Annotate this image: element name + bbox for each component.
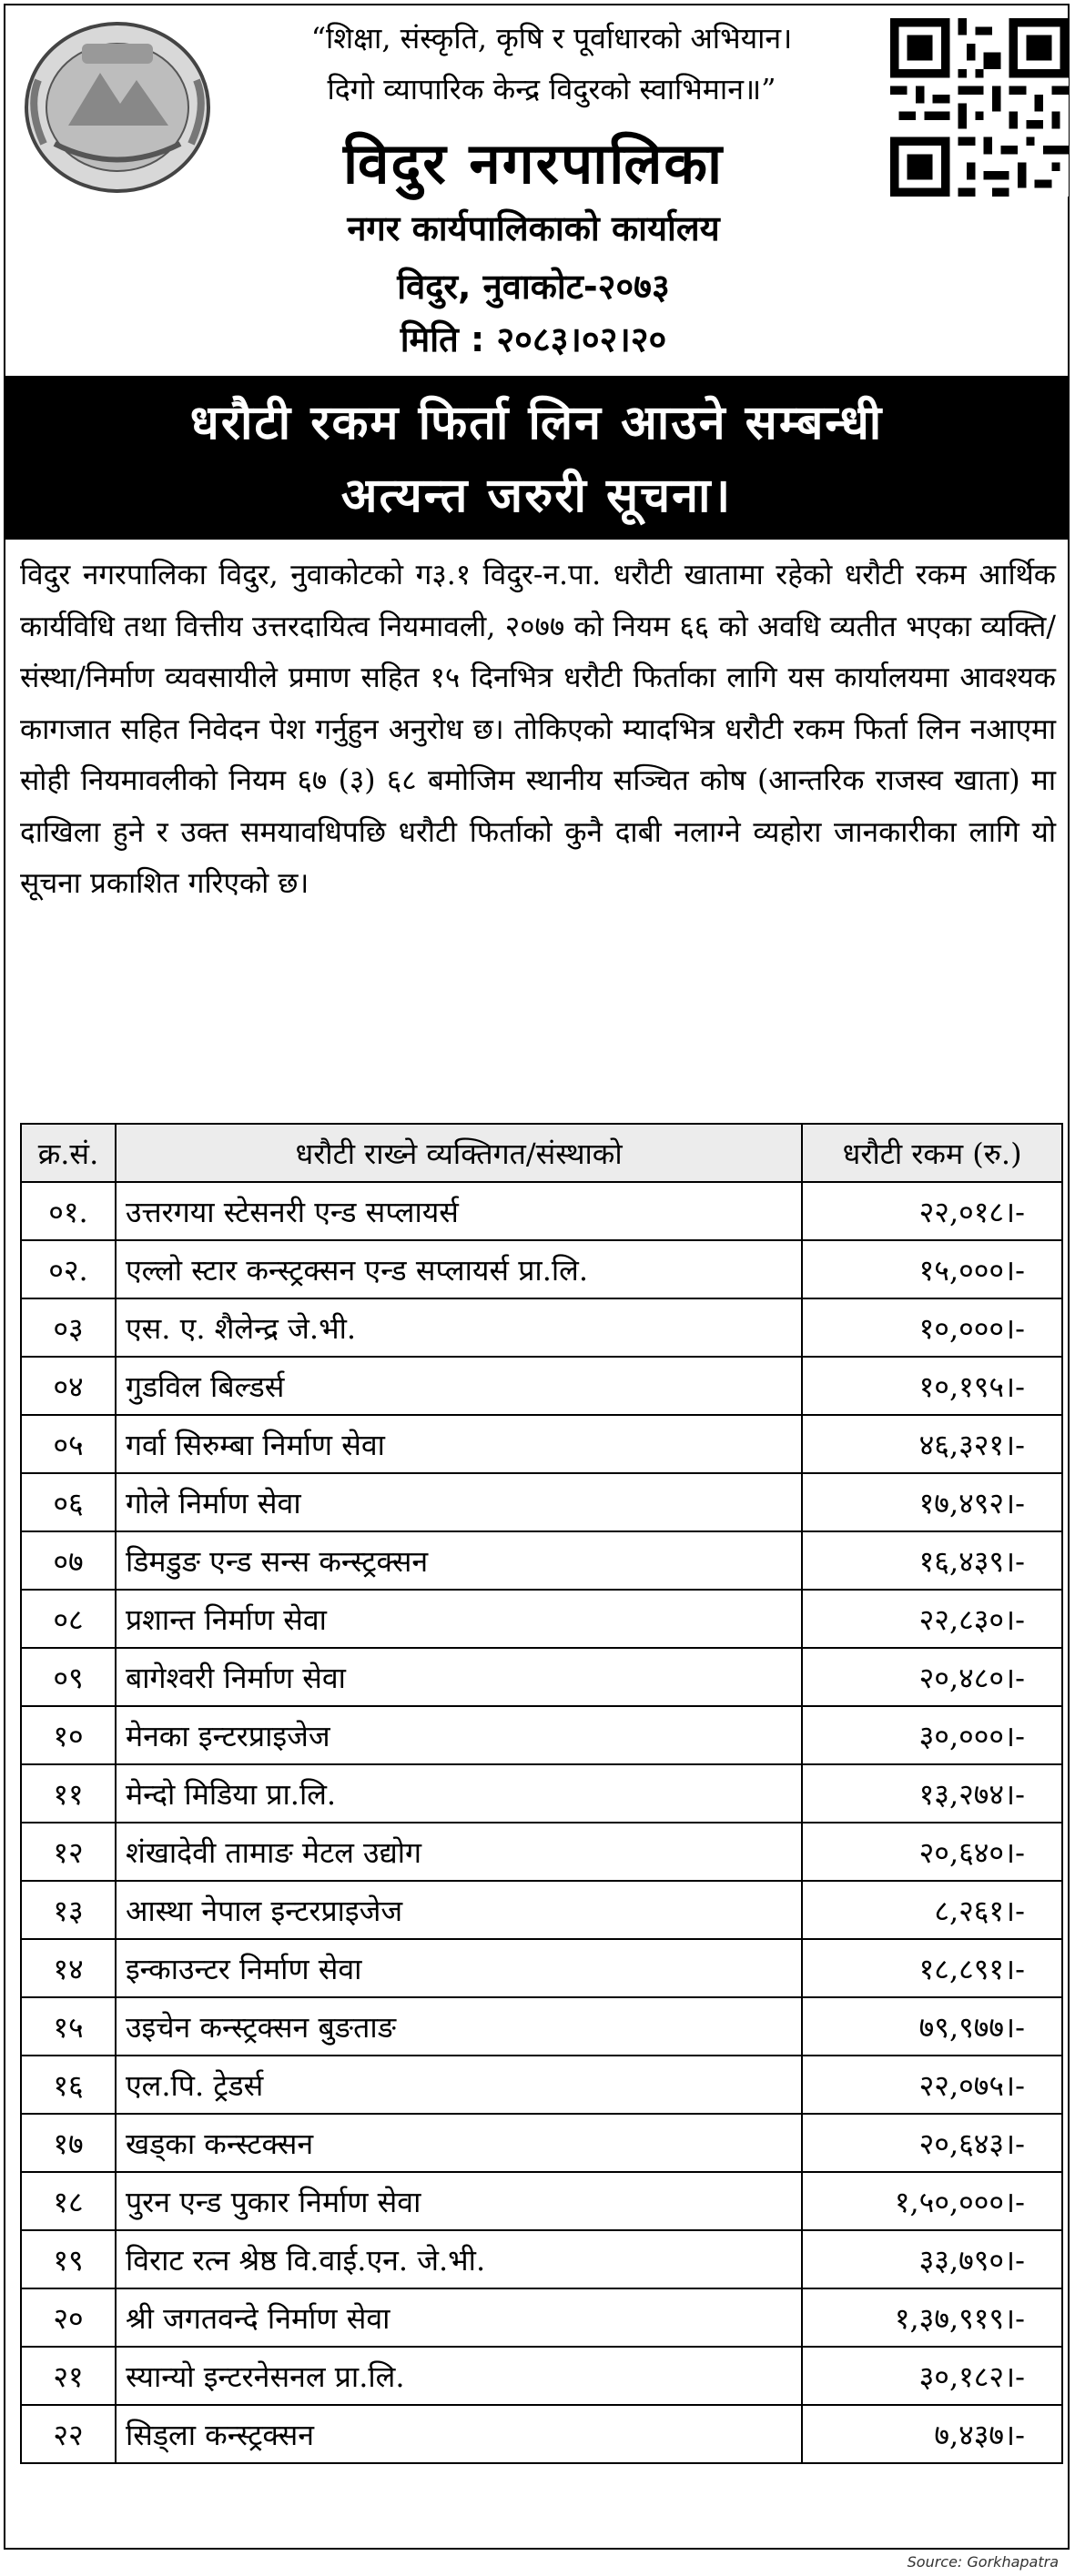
table-row (21, 1823, 1062, 1881)
row-depositor-name: आस्था नेपाल इन्टरप्राइजेज (116, 1881, 802, 1939)
row-deposit-amount: ३३,७९०।- (802, 2230, 1062, 2288)
row-deposit-amount: १०,०००।- (802, 1298, 1062, 1357)
table-row (21, 1590, 1062, 1648)
table-row (21, 2405, 1062, 2463)
table-row (21, 1357, 1062, 1415)
row-serial: १३ (21, 1881, 116, 1939)
table-row (21, 1531, 1062, 1590)
row-deposit-amount: ७,४३७।- (802, 2405, 1062, 2463)
table-row (21, 1473, 1062, 1531)
row-deposit-amount: १८,८९१।- (802, 1939, 1062, 1997)
row-depositor-name: खड्का कन्स्टक्सन (116, 2114, 802, 2172)
row-deposit-amount: ३०,१८२।- (802, 2347, 1062, 2405)
row-serial: ०३ (21, 1298, 116, 1357)
row-deposit-amount: १,५०,०००।- (802, 2172, 1062, 2230)
row-deposit-amount: ४६,३२१।- (802, 1415, 1062, 1473)
row-serial: १७ (21, 2114, 116, 2172)
row-depositor-name: गोले निर्माण सेवा (116, 1473, 802, 1531)
header-amount: धरौटी रकम (रु.) (802, 1124, 1062, 1182)
table-row (21, 1298, 1062, 1357)
row-deposit-amount: १७,४९२।- (802, 1473, 1062, 1531)
row-deposit-amount: २०,४८०।- (802, 1648, 1062, 1706)
table-row (21, 1764, 1062, 1823)
row-depositor-name: इन्काउन्टर निर्माण सेवा (116, 1939, 802, 1997)
table-row (21, 2230, 1062, 2288)
row-serial: २० (21, 2288, 116, 2347)
office-name: नगर कार्यपालिकाको कार्यालय (347, 208, 720, 248)
slogan-line-2: दिगो व्यापारिक केन्द्र विदुरको स्वाभिमान॥” (327, 72, 776, 106)
row-serial: ०७ (21, 1531, 116, 1590)
notice-header (5, 5, 1068, 376)
row-serial: ०९ (21, 1648, 116, 1706)
table-row (21, 2288, 1062, 2347)
row-serial: २२ (21, 2405, 116, 2463)
row-serial: ०६ (21, 1473, 116, 1531)
notice-frame (4, 4, 1070, 2550)
office-location: विदुर, नुवाकोट-२०७३ (397, 267, 670, 307)
row-depositor-name: बागेश्वरी निर्माण सेवा (116, 1648, 802, 1706)
row-depositor-name: विराट रत्न श्रेष्ठ वि.वाई.एन. जे.भी. (116, 2230, 802, 2288)
row-serial: १४ (21, 1939, 116, 1997)
row-depositor-name: एल.पि. ट्रेडर्स (116, 2056, 802, 2114)
table-row (21, 1939, 1062, 1997)
row-depositor-name: उइचेन कन्स्ट्रक्सन बुङताङ (116, 1997, 802, 2056)
header-depositor: धरौटी राख्ने व्यक्तिगत/संस्थाको (116, 1124, 802, 1182)
table-row (21, 2056, 1062, 2114)
row-depositor-name: डिमडुङ एन्ड सन्स कन्स्ट्रक्सन (116, 1531, 802, 1590)
row-serial: ११ (21, 1764, 116, 1823)
row-deposit-amount: १,३७,९१९।- (802, 2288, 1062, 2347)
row-serial: ०२. (21, 1240, 116, 1298)
table-row (21, 1415, 1062, 1473)
row-depositor-name: उत्तरगया स्टेसनरी एन्ड सप्लायर्स (116, 1182, 802, 1240)
row-depositor-name: शंखादेवी तामाङ मेटल उद्योग (116, 1823, 802, 1881)
row-serial: १२ (21, 1823, 116, 1881)
row-deposit-amount: २२,०७५।- (802, 2056, 1062, 2114)
row-deposit-amount: १३,२७४।- (802, 1764, 1062, 1823)
source-credit: Source: Gorkhapatra (907, 2553, 1059, 2571)
table-row (21, 1706, 1062, 1764)
table-row (21, 1881, 1062, 1939)
row-deposit-amount: २२,८३०।- (802, 1590, 1062, 1648)
row-serial: १५ (21, 1997, 116, 2056)
row-serial: २१ (21, 2347, 116, 2405)
row-serial: १८ (21, 2172, 116, 2230)
row-serial: ०८ (21, 1590, 116, 1648)
deposit-table (20, 1123, 1063, 2464)
row-deposit-amount: २०,६४०।- (802, 1823, 1062, 1881)
row-depositor-name: प्रशान्त निर्माण सेवा (116, 1590, 802, 1648)
row-depositor-name: श्री जगतवन्दे निर्माण सेवा (116, 2288, 802, 2347)
row-depositor-name: गुडविल बिल्डर्स (116, 1357, 802, 1415)
notice-date: मिति : २०८३।०२।२० (400, 319, 667, 359)
row-deposit-amount: ७९,९७७।- (802, 1997, 1062, 2056)
municipality-title: विदुर नगरपालिका (342, 130, 725, 197)
table-row (21, 1240, 1062, 1298)
table-row (21, 2347, 1062, 2405)
table-row (21, 1648, 1062, 1706)
table-row (21, 2172, 1062, 2230)
table-row (21, 1997, 1062, 2056)
row-deposit-amount: १५,०००।- (802, 1240, 1062, 1298)
row-serial: ०५ (21, 1415, 116, 1473)
row-deposit-amount: ८,२६१।- (802, 1881, 1062, 1939)
banner-line-2: अत्यन्त जरुरी सूचना। (340, 469, 733, 523)
table-body (21, 1182, 1062, 2463)
table-row (21, 2114, 1062, 2172)
header-serial: क्र.सं. (21, 1124, 116, 1182)
row-depositor-name: मेनका इन्टरप्राइजेज (116, 1706, 802, 1764)
row-serial: १९ (21, 2230, 116, 2288)
row-serial: १० (21, 1706, 116, 1764)
banner-line-1: धरौटी रकम फिर्ता लिन आउने सम्बन्धी (189, 396, 884, 450)
row-serial: ०१. (21, 1182, 116, 1240)
slogan-line-1: “शिक्षा, संस्कृति, कृषि र पूर्वाधारको अभियान। (310, 21, 793, 56)
row-depositor-name: सिड्ला कन्स्ट्रक्सन (116, 2405, 802, 2463)
row-deposit-amount: १०,१९५।- (802, 1357, 1062, 1415)
row-serial: ०४ (21, 1357, 116, 1415)
row-depositor-name: गर्वा सिरुम्बा निर्माण सेवा (116, 1415, 802, 1473)
table-row (21, 1182, 1062, 1240)
row-deposit-amount: १६,४३९।- (802, 1531, 1062, 1590)
row-depositor-name: मेन्दो मिडिया प्रा.लि. (116, 1764, 802, 1823)
notice-banner (5, 376, 1068, 540)
table-header-row (21, 1124, 1062, 1182)
row-depositor-name: एस. ए. शैलेन्द्र जे.भी. (116, 1298, 802, 1357)
notice-body: विदुर नगरपालिका विदुर, नुवाकोटको ग३.१ विदुर-न.पा. धरौटी खातामा रहेको धरौटी रकम आर्थिक कार्यविधि तथा वित्तीय उत्तरदायित्व नियमावली, २०७७ को नियम ६६ को अवधि व्यतीत भएका व्यक्ति/संस्था/निर्माण व्यवसायीले प्रमाण सहित १५ दिनभित्र धरौटी फिर्ताका लागि यस कार्यालयमा आवश्यक कागजात सहित निवेदन पेश गर्नुहुन अनुरोध छ। तोकिएको म्यादभित्र धरौटी रकम फिर्ता लिन नआएमा सोही नियमावलीको नियम ६७ (३) ६८ बमोजिम स्थानीय सञ्चित कोष (आन्तरिक राजस्व खाता) मा दाखिला हुने र उक्त समयावधिपछि धरौटी फिर्ताको कुनै दाबी नलाग्ने व्यहोरा जानकारीका लागि यो सूचना प्रकाशित गरिएको छ। (20, 559, 1056, 900)
row-serial: १६ (21, 2056, 116, 2114)
row-depositor-name: एल्लो स्टार कन्स्ट्रक्सन एन्ड सप्लायर्स प्रा.लि. (116, 1240, 802, 1298)
row-depositor-name: स्यान्यो इन्टरनेसनल प्रा.लि. (116, 2347, 802, 2405)
row-depositor-name: पुरन एन्ड पुकार निर्माण सेवा (116, 2172, 802, 2230)
row-deposit-amount: ३०,०००।- (802, 1706, 1062, 1764)
row-deposit-amount: २२,०१८।- (802, 1182, 1062, 1240)
row-deposit-amount: २०,६४३।- (802, 2114, 1062, 2172)
